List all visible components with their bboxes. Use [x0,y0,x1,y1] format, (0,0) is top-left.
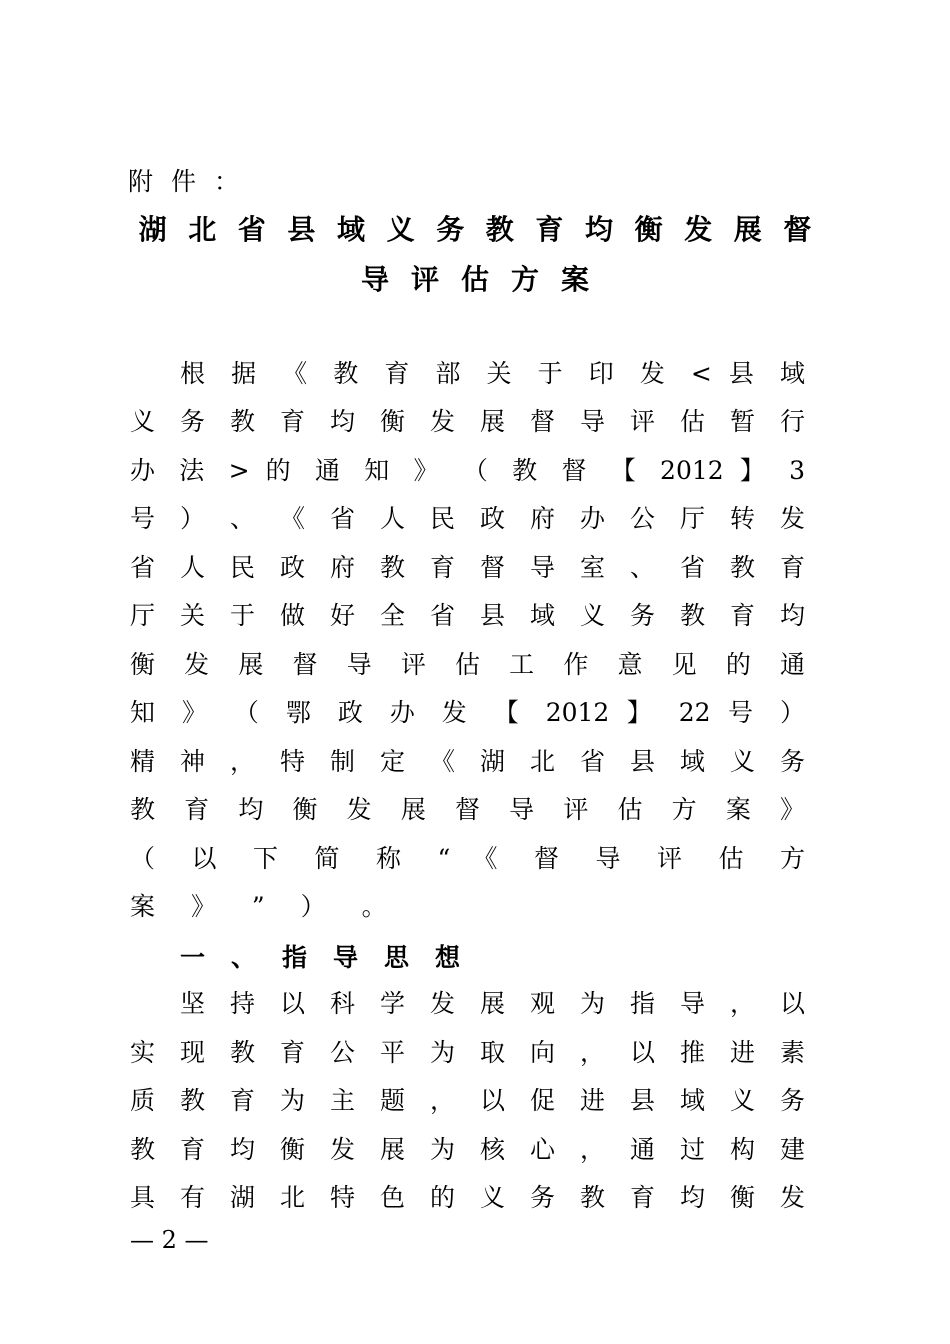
section-heading: 一、指导思想 [180,943,487,972]
text-line: 质 教 育 为 主 题 ， 以 促 进 县 域 义 务 [130,1086,805,1115]
document-title-line2: 导评估方案 [360,263,611,296]
page-number: — 2 — [130,1226,209,1254]
text-line: 衡 发 展 督 导 评 估 工 作 意 见 的 通 [130,650,805,679]
text-line: 教 育 均 衡 发 展 督 导 评 估 方 案 》 [130,795,805,824]
text-line: 省 人 民 政 府 教 育 督 导 室 、 省 教 育 [130,553,805,582]
text-line: 坚 持 以 科 学 发 展 观 为 指 导 ， 以 [180,989,805,1018]
text-line: 义 务 教 育 均 衡 发 展 督 导 评 估 暂 行 [130,407,805,436]
document-title-line1: 湖北省县域义务教育均衡发展督 [138,213,833,246]
text-line: 办 法 > 的 通 知 》 （ 教 督 【 2012 】 3 [130,456,805,485]
text-line: 根 据 《 教 育 部 关 于 印 发 < 县 域 [180,359,805,388]
attachment-label: 附件： [128,167,258,196]
text-line: 具 有 湖 北 特 色 的 义 务 教 育 均 衡 发 [130,1183,805,1212]
text-line: 知 》 （ 鄂 政 办 发 【 2012 】 22 号 ） [130,698,805,727]
text-line: 厅 关 于 做 好 全 省 县 域 义 务 教 育 均 [130,601,805,630]
text-line: 案 》 ” ） 。 [130,892,401,921]
text-line: 精 神 ， 特 制 定 《 湖 北 省 县 域 义 务 [130,747,805,776]
text-line: 实 现 教 育 公 平 为 取 向 ， 以 推 进 素 [130,1038,805,1067]
text-line: （ 以 下 简 称 “ 《 督 导 评 估 方 [130,844,805,873]
text-line: 教 育 均 衡 发 展 为 核 心 ， 通 过 构 建 [130,1135,805,1164]
text-line: 号 ） 、 《 省 人 民 政 府 办 公 厅 转 发 [130,504,805,533]
